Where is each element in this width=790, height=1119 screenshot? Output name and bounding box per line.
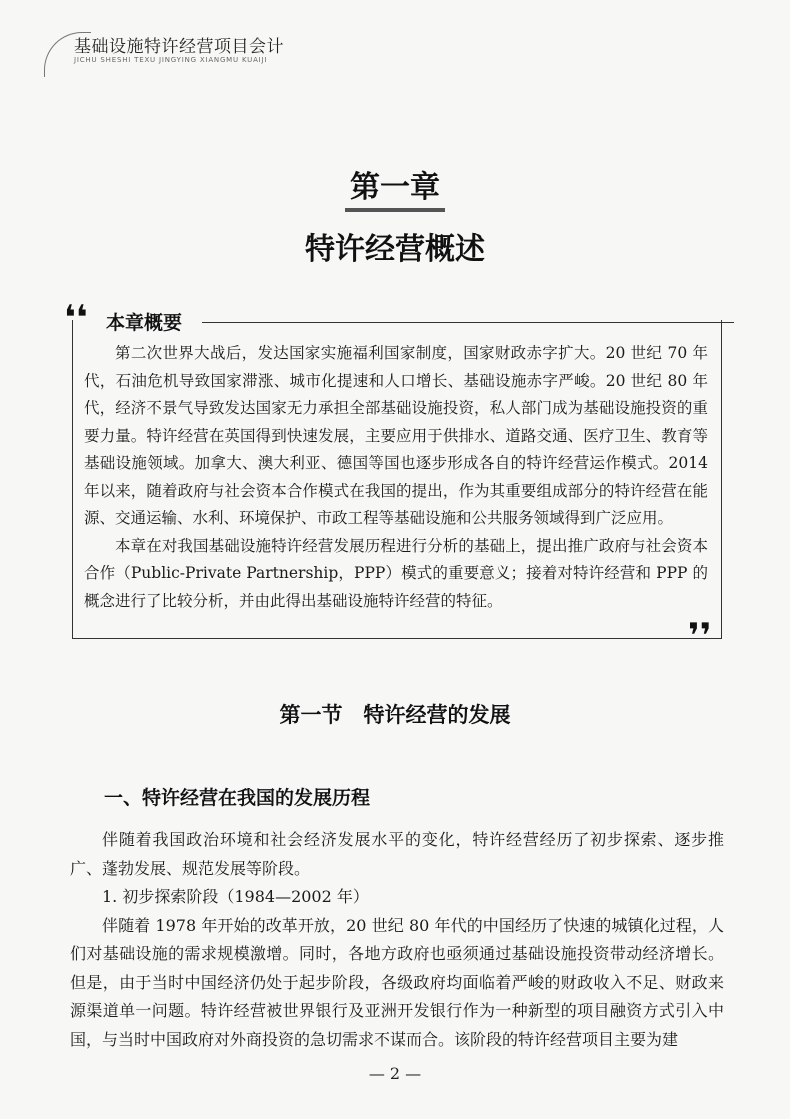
summary-bottom-rule [72,638,690,639]
body-paragraph: 伴随着我国政治环境和社会经济发展水平的变化，特许经营经历了初步探索、逐步推广、蓬勃发展、规范发展等阶段。 [70,830,724,878]
subsection-title: 一、特许经营在我国的发展历程 [104,787,371,809]
stage-heading: 1. 初步探索阶段（1984—2002 年） [102,887,369,906]
summary-paragraph: 本章在对我国基础设施特许经营发展历程进行分析的基础上，提出推广政府与社会资本合作（Public-Private Partnership，PPP）模式的重要意义；接着对特许经营和 PPP 的概念进行了比较分析，并由此得出基础设施特许经营的特征。 [84,536,708,610]
page-number: — 2 — [368,1064,422,1083]
book-title-pinyin: JICHU SHESHI TEXU JINGYING XIANGMU KUAIJI [74,56,268,64]
chapter-divider [345,208,445,212]
close-quote-icon: ❜❜ [688,616,712,656]
body-text [70,826,724,1054]
body-paragraph: 伴随着 1978 年开始的改革开放，20 世纪 80 年代的中国经历了快速的城镇化过程，人们对基础设施的需求规模激增。同时，各地方政府也亟须通过基础设施投资带动经济增长。但是，由于当时中国经济仍处于起步阶段，各级政府均面临着严峻的财政收入不足、财政来源渠道单一问题。特许经营被世界银行及亚洲开发银行作为一种新型的项目融资方式引入中国，与当时中国政府对外商投资的急切需求不谋而合。该阶段的特许经营项目主要为建 [70,915,724,1049]
chapter-number: 第一章 [350,170,440,205]
summary-text [84,340,708,615]
section-title: 第一节 特许经营的发展 [279,703,511,727]
summary-paragraph: 第二次世界大战后，发达国家实施福利国家制度，国家财政赤字扩大。20 世纪 70 年代，石油危机导致国家滞涨、城市化提速和人口增长、基础设施赤字严峻。20 世纪 80 年代，经济不景气导致发达国家无力承担全部基础设施投资，私人部门成为基础设施投资的重要力量。特许经营在英国得到快速发展，主要应用于供排水、道路交通、医疗卫生、教育等基础设施领域。加拿大、澳大利亚、德国等国也逐步形成各自的特许经营运作模式。2014 年以来，随着政府与社会资本合作模式在我国的提出，作为其重要组成部分的特许经营在能源、交通运输、水利、环境保护、市政工程等基础设施和公共服务领域得到广泛应用。 [84,344,708,527]
chapter-title: 特许经营概述 [305,232,485,267]
running-header [44,26,764,86]
open-quote-icon: ❛❛ [64,298,88,338]
summary-title: 本章概要 [106,312,183,334]
book-title: 基础设施特许经营项目会计 [74,37,284,57]
